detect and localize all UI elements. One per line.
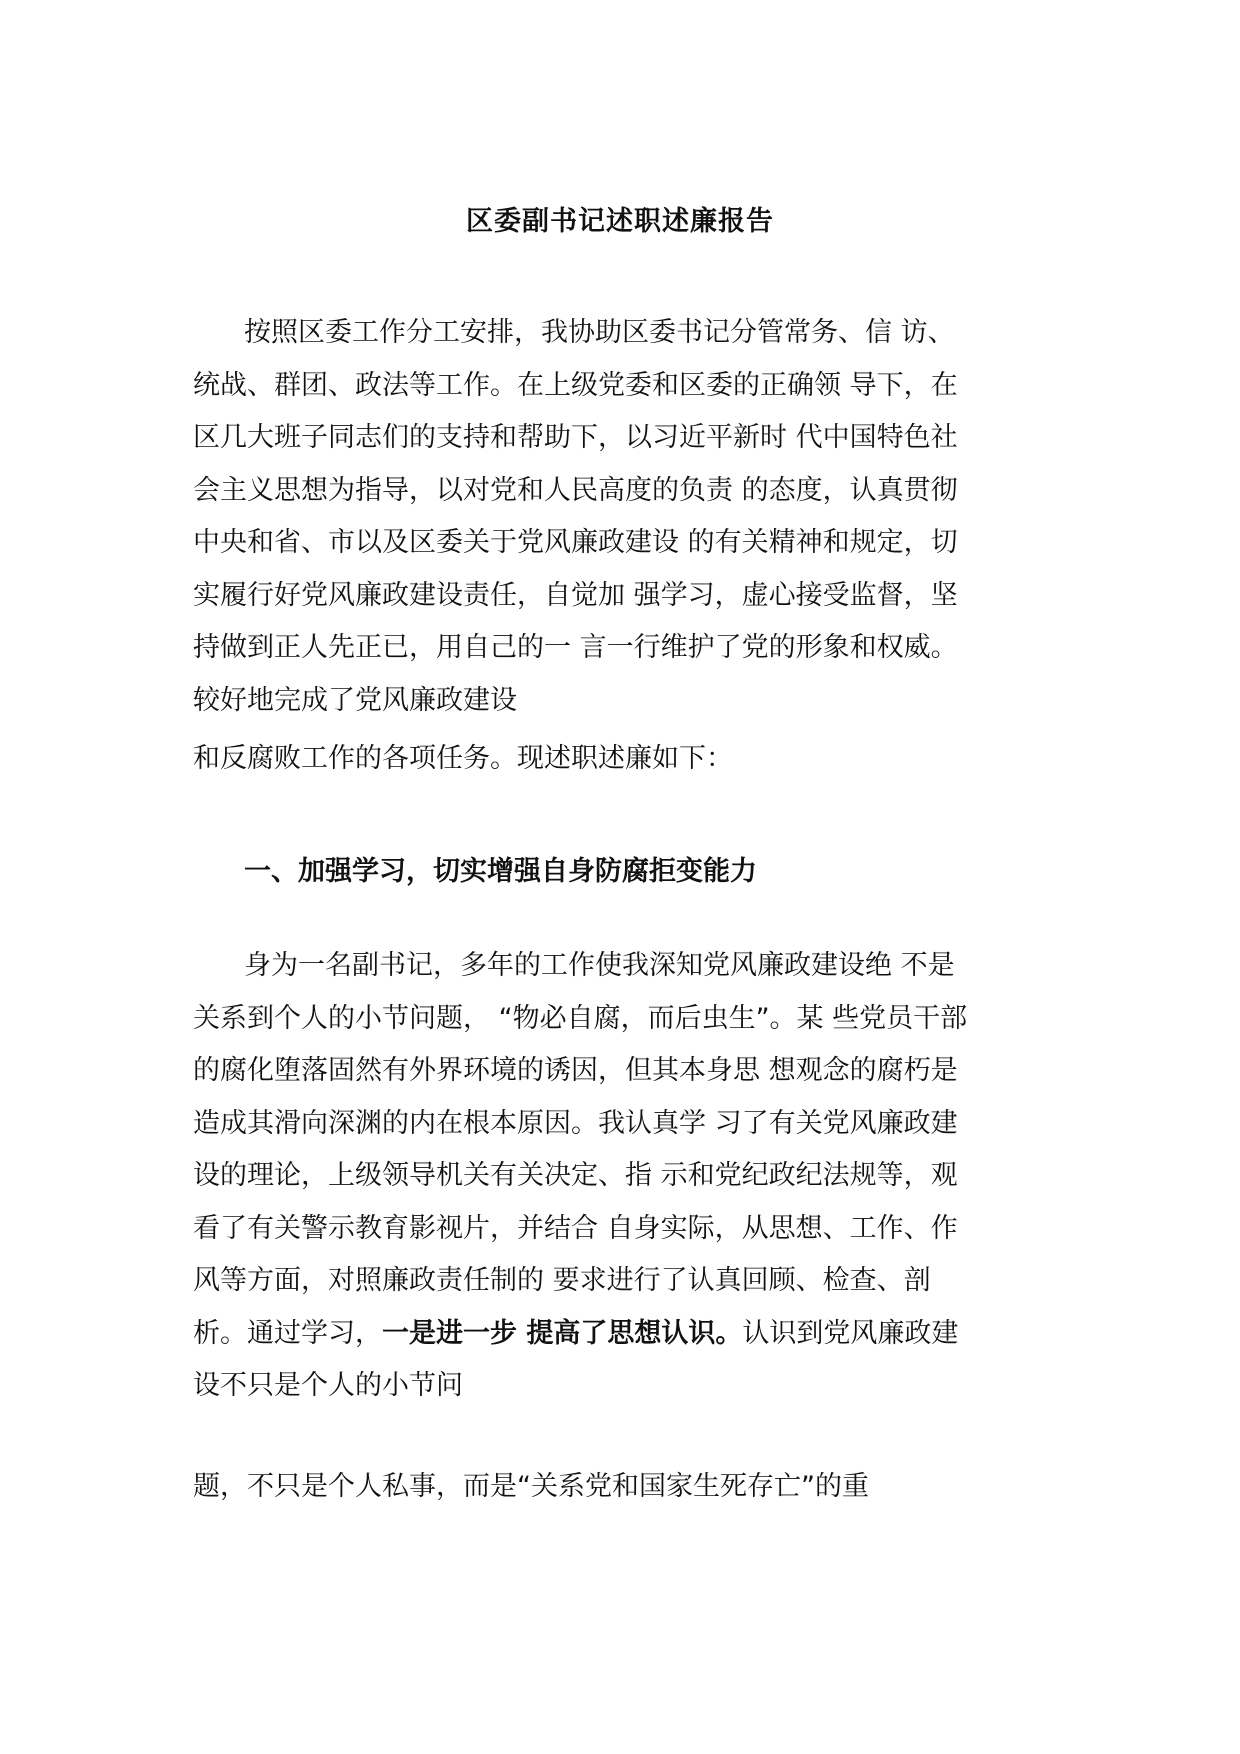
paragraph-line: 身为一名副书记，多年的工作使我深知党风廉政建设绝 不是 bbox=[244, 950, 955, 981]
paragraph-line: 中央和省、市以及区委关于党风廉政建设 的有关精神和规定，切 bbox=[193, 527, 958, 558]
paragraph-line: 风等方面，对照廉政责任制的 要求进行了认真回顾、检查、剖 bbox=[193, 1265, 931, 1296]
paragraph-line: 较好地完成了党风廉政建设 bbox=[193, 684, 517, 716]
intro-paragraph bbox=[193, 307, 1073, 727]
paragraph-line: 造成其滑向深渊的内在根本原因。我认真学 习了有关党风廉政建 bbox=[193, 1107, 958, 1139]
paragraph-line: 会主义思想为指导，以对党和人民高度的负责 的态度，认真贯彻 bbox=[193, 474, 958, 506]
paragraph-line: 持做到正人先正已，用自己的一 言一行维护了党的形象和权威。 bbox=[193, 632, 958, 663]
paragraph-line: 区几大班子同志们的支持和帮助下，以习近平新时 代中国特色社 bbox=[193, 422, 958, 453]
section1-paragraph bbox=[193, 940, 1073, 1413]
paragraph-line: 的腐化堕落固然有外界环境的诱因，但其本身思 想观念的腐朽是 bbox=[193, 1055, 958, 1086]
intro-continuation: 和反腐败工作的各项任务。现述职述廉如下： bbox=[193, 743, 733, 774]
paragraph-line: 设不只是个人的小节问 bbox=[193, 1370, 463, 1401]
paragraph-line: 关系到个人的小节问题， “物必自腐，而后虫生”。某 些党员干部 bbox=[193, 1002, 968, 1034]
paragraph-line: 实履行好党风廉政建设责任，自觉加 强学习，虚心接受监督，坚 bbox=[193, 579, 958, 611]
section-heading: 一、加强学习，切实增强自身防腐拒变能力 bbox=[244, 856, 757, 887]
line-text: 认识到党风廉政建 bbox=[742, 1317, 959, 1349]
paragraph-line: 统战、群团、政法等工作。在上级党委和区委的正确领 导下，在 bbox=[193, 369, 958, 401]
paragraph-line: 看了有关警示教育影视片，并结合 自身实际，从思想、工作、作 bbox=[193, 1212, 958, 1244]
paragraph-line-emphasis bbox=[193, 1308, 1073, 1361]
emphasis-text: 一是进一步 提高了思想认识。 bbox=[382, 1317, 743, 1349]
paragraph-line: 按照区委工作分工安排，我协助区委书记分管常务、信 访、 bbox=[244, 317, 955, 348]
document-title: 区委副书记述职述廉报告 bbox=[466, 206, 774, 237]
line-text: 析。通过学习， bbox=[193, 1317, 382, 1349]
section1-continuation: 题，不只是个人私事，而是“关系党和国家生死存亡”的重 bbox=[193, 1471, 869, 1502]
paragraph-line: 设的理论，上级领导机关有关决定、指 示和党纪政纪法规等，观 bbox=[193, 1160, 958, 1191]
